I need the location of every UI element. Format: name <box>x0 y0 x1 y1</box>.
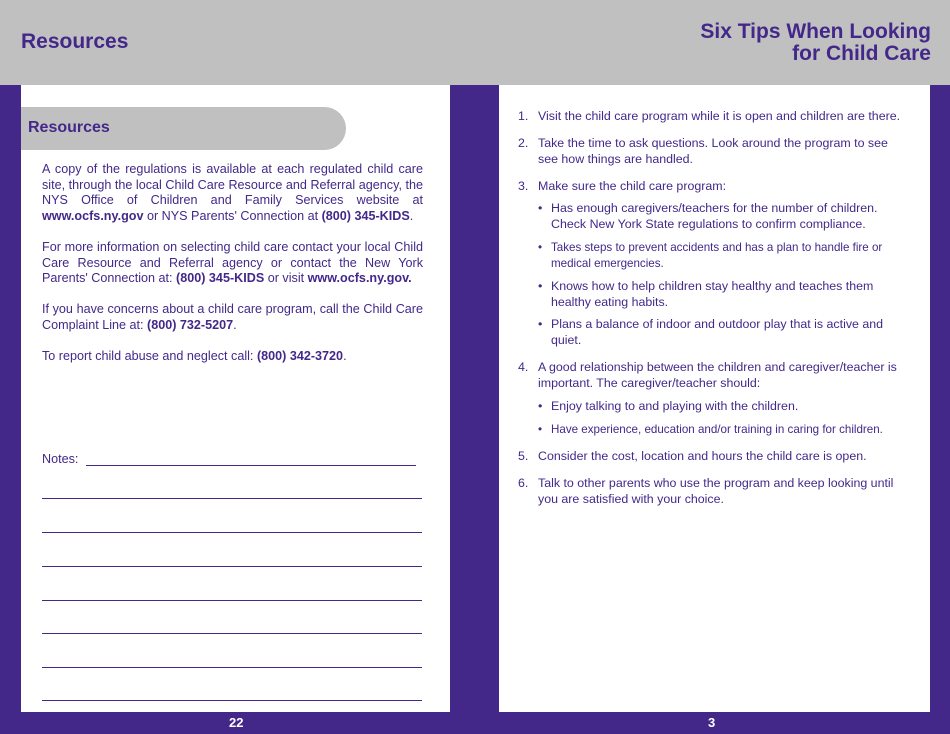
left-page <box>21 85 450 712</box>
section-title: Resources <box>28 119 110 136</box>
para-text: or NYS Parents' Connection at <box>143 208 322 223</box>
bullet-text: Enjoy talking to and playing with the children. <box>551 399 799 413</box>
notes-line[interactable] <box>42 532 422 533</box>
para-text: For more information on selecting child care contact your local Child Care Resource and Referral agency or contact the New York Parents' Connection at: <box>42 240 423 286</box>
notes-label: Notes: <box>42 452 79 466</box>
right-page <box>499 85 930 712</box>
notes-line[interactable] <box>42 498 422 499</box>
notes-line[interactable] <box>42 700 422 701</box>
bullet-text: Knows how to help children stay healthy and teaches them healthy eating habits. <box>551 279 874 309</box>
notes-line[interactable] <box>42 633 422 634</box>
bullet-text: Have experience, education and/or training in caring for children. <box>551 423 883 436</box>
tip-number: 1. <box>518 109 529 123</box>
resources-paragraph-more-info <box>42 240 423 287</box>
section-banner <box>21 107 346 150</box>
tip-number: 4. <box>518 360 529 374</box>
tip-text: Consider the cost, location and hours the child care is open. <box>538 449 867 463</box>
bullet-icon: • <box>538 399 543 413</box>
right-page-header-title <box>531 21 931 65</box>
left-page-number: 22 <box>229 715 244 730</box>
para-text: If you have concerns about a child care program, call the Child Care Complaint Line at: <box>42 302 423 332</box>
bullet-icon: • <box>538 279 543 293</box>
tip-number: 2. <box>518 136 529 150</box>
tip-text: Make sure the child care program: <box>538 179 727 193</box>
bullet-icon: • <box>538 423 543 436</box>
para-text: or visit <box>264 271 308 286</box>
tip-number: 5. <box>518 449 529 463</box>
notes-line[interactable] <box>42 566 422 567</box>
para-text: To report child abuse and neglect call: <box>42 349 257 363</box>
website-link[interactable]: www.ocfs.ny.gov. <box>307 271 412 286</box>
notes-line[interactable] <box>42 667 422 668</box>
phone-number: (800) 342-3720 <box>256 349 344 363</box>
resources-paragraph-abuse-report <box>42 349 423 365</box>
tip-text: Take the time to ask questions. Look around the program to see see how things are handled. <box>538 136 888 166</box>
para-text: . <box>343 349 347 363</box>
bullet-text: Takes steps to prevent accidents and has a plan to handle fire or medical emergencies. <box>551 241 883 270</box>
tip-text: A good relationship between the children and caregiver/teacher is important. The caregiver/teacher should: <box>538 360 897 390</box>
phone-number: (800) 732-5207 <box>147 317 234 332</box>
para-text: A copy of the regulations is available at each regulated child care site, through the local Child Care Resource and Referral agency, the NYS Office of Children and Family Services website at <box>42 162 423 208</box>
phone-number: (800) 345-KIDS <box>321 208 410 223</box>
notes-line[interactable] <box>86 465 416 466</box>
para-text: . <box>409 208 414 223</box>
bullet-icon: • <box>538 317 543 331</box>
header-title-line-1: Six Tips When Looking <box>700 20 931 43</box>
resources-paragraph-regulations <box>42 162 423 224</box>
tip-text: Visit the child care program while it is open and children are there. <box>538 109 901 123</box>
bullet-text: Plans a balance of indoor and outdoor play that is active and quiet. <box>551 317 884 347</box>
notes-line[interactable] <box>42 600 422 601</box>
tip-number: 6. <box>518 476 529 490</box>
right-page-number: 3 <box>708 715 716 730</box>
bullet-text: Has enough caregivers/teachers for the number of children. Check New York State regulations to confirm compliance. <box>551 201 878 231</box>
left-page-header-title: Resources <box>21 30 129 53</box>
website-link[interactable]: www.ocfs.ny.gov <box>42 208 144 223</box>
resources-paragraph-complaints <box>42 302 423 333</box>
tip-number: 3. <box>518 179 529 193</box>
header-title-line-2: for Child Care <box>792 42 931 65</box>
bullet-icon: • <box>538 241 543 254</box>
tips-list <box>499 85 930 712</box>
bullet-icon: • <box>538 201 543 215</box>
para-text: . <box>233 317 237 332</box>
header-bar <box>0 0 950 85</box>
tip-text: Talk to other parents who use the program and keep looking until you are satisfied with your choice. <box>538 476 894 506</box>
phone-number: (800) 345-KIDS <box>176 271 265 286</box>
